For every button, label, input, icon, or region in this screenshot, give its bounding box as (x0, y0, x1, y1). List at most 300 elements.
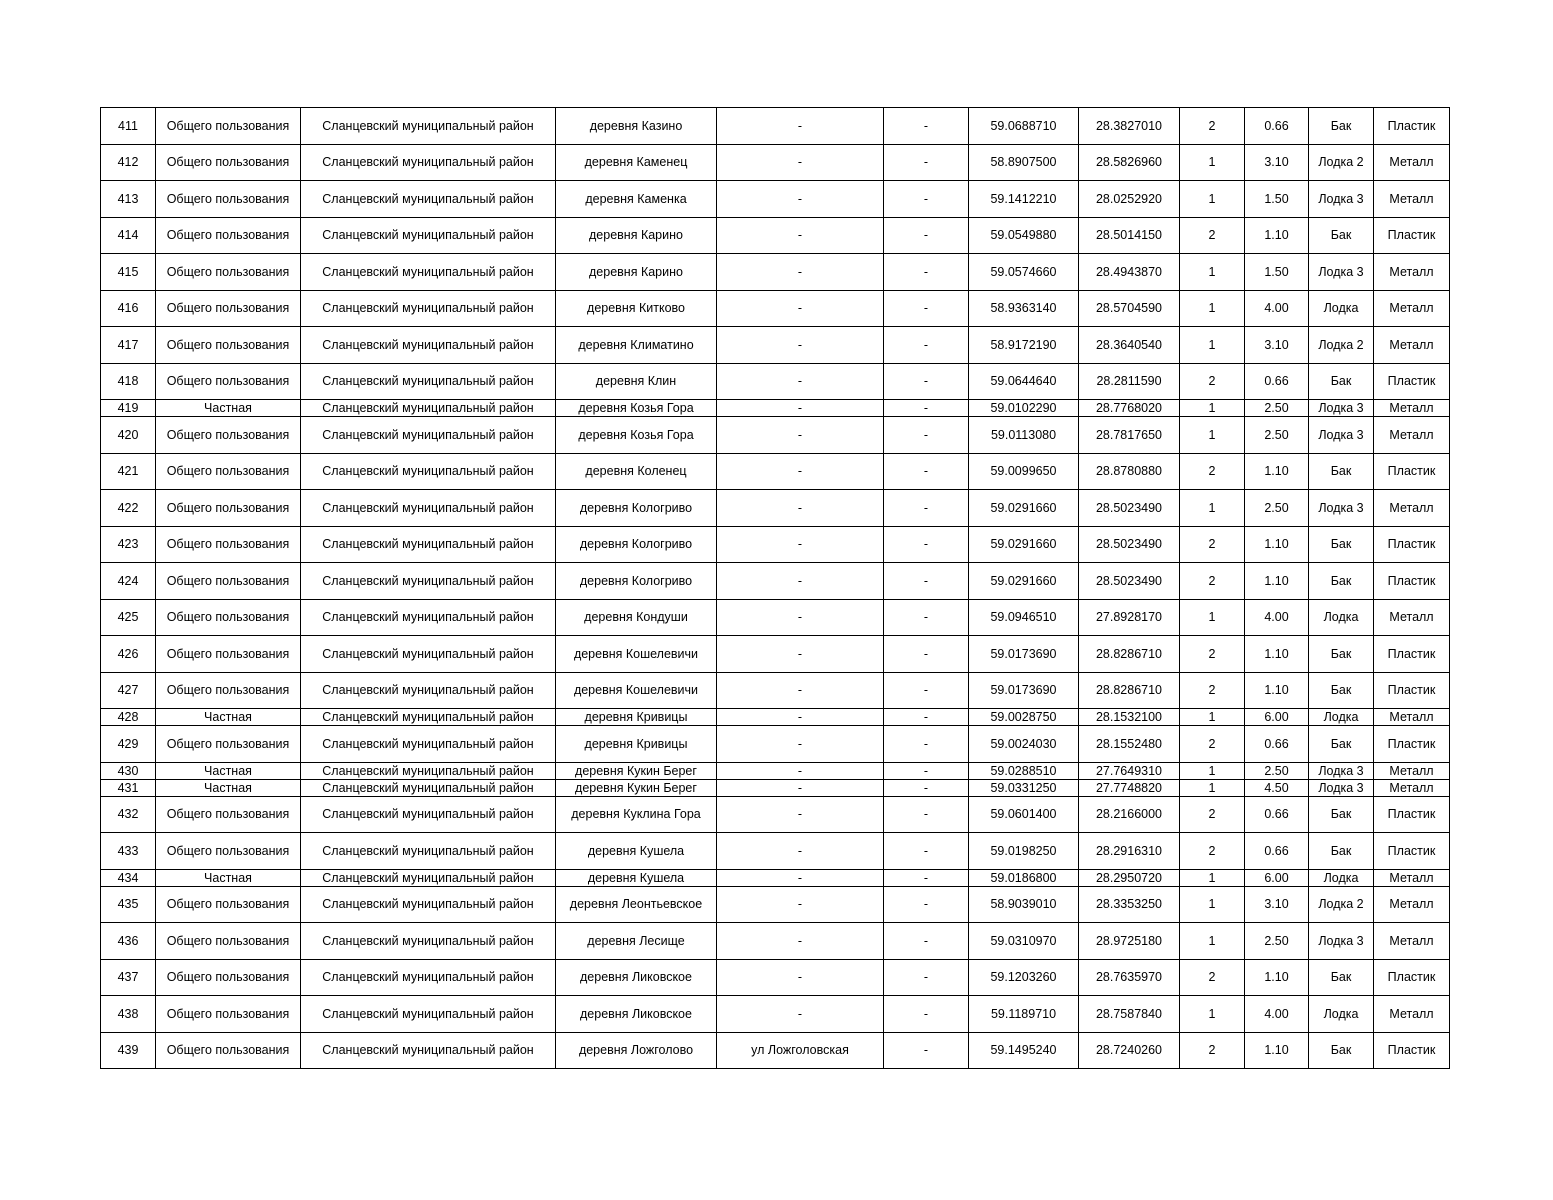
table-row (101, 709, 1450, 726)
row-number-cell: 431 (101, 779, 156, 796)
longitude-cell: 28.8286710 (1079, 636, 1180, 673)
container-type-cell: Бак (1309, 726, 1374, 763)
table-row (101, 417, 1450, 454)
container-count-cell: 2 (1180, 796, 1245, 833)
house-cell: - (884, 144, 969, 181)
longitude-cell: 27.8928170 (1079, 599, 1180, 636)
container-material-cell: Пластик (1374, 217, 1450, 254)
house-cell: - (884, 762, 969, 779)
house-cell: - (884, 217, 969, 254)
street-cell: ул Ложголовская (717, 1032, 884, 1069)
container-count-cell: 2 (1180, 108, 1245, 145)
table-row (101, 290, 1450, 327)
settlement-cell: деревня Кологриво (556, 563, 717, 600)
settlement-cell: деревня Кукин Берег (556, 762, 717, 779)
row-number-cell: 416 (101, 290, 156, 327)
house-cell: - (884, 636, 969, 673)
longitude-cell: 28.5023490 (1079, 490, 1180, 527)
latitude-cell: 59.0102290 (969, 400, 1079, 417)
container-material-cell: Металл (1374, 709, 1450, 726)
latitude-cell: 59.0601400 (969, 796, 1079, 833)
district-cell: Сланцевский муниципальный район (301, 108, 556, 145)
table-row (101, 762, 1450, 779)
container-material-cell: Пластик (1374, 363, 1450, 400)
container-volume-cell: 3.10 (1245, 144, 1309, 181)
container-material-cell: Металл (1374, 599, 1450, 636)
district-cell: Сланцевский муниципальный район (301, 1032, 556, 1069)
row-number-cell: 437 (101, 959, 156, 996)
container-count-cell: 1 (1180, 923, 1245, 960)
table-row (101, 796, 1450, 833)
table-row (101, 996, 1450, 1033)
settlement-cell: деревня Кривицы (556, 709, 717, 726)
house-cell: - (884, 327, 969, 364)
container-type-cell: Лодка (1309, 599, 1374, 636)
container-volume-cell: 2.50 (1245, 400, 1309, 417)
ownership-type-cell: Общего пользования (156, 254, 301, 291)
settlement-cell: деревня Кривицы (556, 726, 717, 763)
ownership-type-cell: Общего пользования (156, 327, 301, 364)
ownership-type-cell: Общего пользования (156, 796, 301, 833)
latitude-cell: 58.9039010 (969, 886, 1079, 923)
settlement-cell: деревня Ликовское (556, 959, 717, 996)
longitude-cell: 28.5704590 (1079, 290, 1180, 327)
latitude-cell: 59.0186800 (969, 869, 1079, 886)
settlement-cell: деревня Кологриво (556, 526, 717, 563)
container-sites-table (100, 107, 1450, 1069)
house-cell: - (884, 599, 969, 636)
longitude-cell: 28.7587840 (1079, 996, 1180, 1033)
house-cell: - (884, 563, 969, 600)
container-volume-cell: 0.66 (1245, 363, 1309, 400)
container-material-cell: Металл (1374, 400, 1450, 417)
container-type-cell: Лодка 2 (1309, 327, 1374, 364)
longitude-cell: 28.5014150 (1079, 217, 1180, 254)
table-row (101, 400, 1450, 417)
container-count-cell: 1 (1180, 144, 1245, 181)
container-volume-cell: 4.50 (1245, 779, 1309, 796)
container-material-cell: Пластик (1374, 526, 1450, 563)
district-cell: Сланцевский муниципальный район (301, 726, 556, 763)
container-count-cell: 1 (1180, 709, 1245, 726)
house-cell: - (884, 181, 969, 218)
house-cell: - (884, 490, 969, 527)
ownership-type-cell: Общего пользования (156, 923, 301, 960)
container-volume-cell: 1.10 (1245, 217, 1309, 254)
house-cell: - (884, 417, 969, 454)
house-cell: - (884, 290, 969, 327)
latitude-cell: 59.0113080 (969, 417, 1079, 454)
row-number-cell: 414 (101, 217, 156, 254)
settlement-cell: деревня Карино (556, 254, 717, 291)
district-cell: Сланцевский муниципальный район (301, 181, 556, 218)
street-cell: - (717, 726, 884, 763)
street-cell: - (717, 672, 884, 709)
street-cell: - (717, 886, 884, 923)
latitude-cell: 59.0688710 (969, 108, 1079, 145)
container-material-cell: Металл (1374, 417, 1450, 454)
house-cell: - (884, 254, 969, 291)
longitude-cell: 28.5023490 (1079, 526, 1180, 563)
container-volume-cell: 1.10 (1245, 672, 1309, 709)
longitude-cell: 28.7635970 (1079, 959, 1180, 996)
district-cell: Сланцевский муниципальный район (301, 636, 556, 673)
street-cell: - (717, 108, 884, 145)
container-volume-cell: 1.10 (1245, 1032, 1309, 1069)
house-cell: - (884, 796, 969, 833)
ownership-type-cell: Общего пользования (156, 959, 301, 996)
latitude-cell: 59.0173690 (969, 636, 1079, 673)
container-type-cell: Бак (1309, 108, 1374, 145)
street-cell: - (717, 923, 884, 960)
container-volume-cell: 1.50 (1245, 181, 1309, 218)
row-number-cell: 433 (101, 833, 156, 870)
container-material-cell: Пластик (1374, 833, 1450, 870)
table-row (101, 490, 1450, 527)
row-number-cell: 413 (101, 181, 156, 218)
latitude-cell: 59.0946510 (969, 599, 1079, 636)
settlement-cell: деревня Ликовское (556, 996, 717, 1033)
longitude-cell: 28.2166000 (1079, 796, 1180, 833)
house-cell: - (884, 886, 969, 923)
longitude-cell: 28.3827010 (1079, 108, 1180, 145)
container-volume-cell: 1.10 (1245, 959, 1309, 996)
house-cell: - (884, 996, 969, 1033)
row-number-cell: 418 (101, 363, 156, 400)
street-cell: - (717, 144, 884, 181)
longitude-cell: 28.8286710 (1079, 672, 1180, 709)
house-cell: - (884, 959, 969, 996)
container-type-cell: Лодка 3 (1309, 923, 1374, 960)
longitude-cell: 28.7768020 (1079, 400, 1180, 417)
street-cell: - (717, 563, 884, 600)
street-cell: - (717, 254, 884, 291)
settlement-cell: деревня Коленец (556, 453, 717, 490)
district-cell: Сланцевский муниципальный район (301, 453, 556, 490)
container-material-cell: Металл (1374, 327, 1450, 364)
settlement-cell: деревня Кукин Берег (556, 779, 717, 796)
ownership-type-cell: Общего пользования (156, 363, 301, 400)
row-number-cell: 438 (101, 996, 156, 1033)
ownership-type-cell: Общего пользования (156, 490, 301, 527)
ownership-type-cell: Частная (156, 869, 301, 886)
container-count-cell: 2 (1180, 363, 1245, 400)
ownership-type-cell: Общего пользования (156, 108, 301, 145)
ownership-type-cell: Общего пользования (156, 599, 301, 636)
row-number-cell: 436 (101, 923, 156, 960)
district-cell: Сланцевский муниципальный район (301, 996, 556, 1033)
row-number-cell: 421 (101, 453, 156, 490)
container-type-cell: Бак (1309, 672, 1374, 709)
container-material-cell: Металл (1374, 490, 1450, 527)
container-volume-cell: 4.00 (1245, 996, 1309, 1033)
longitude-cell: 28.7240260 (1079, 1032, 1180, 1069)
table-row (101, 959, 1450, 996)
ownership-type-cell: Частная (156, 709, 301, 726)
table-row (101, 726, 1450, 763)
container-volume-cell: 2.50 (1245, 923, 1309, 960)
longitude-cell: 28.1532100 (1079, 709, 1180, 726)
house-cell: - (884, 833, 969, 870)
settlement-cell: деревня Клин (556, 363, 717, 400)
table-row (101, 886, 1450, 923)
street-cell: - (717, 327, 884, 364)
container-type-cell: Лодка 3 (1309, 762, 1374, 779)
ownership-type-cell: Частная (156, 779, 301, 796)
container-type-cell: Лодка (1309, 996, 1374, 1033)
latitude-cell: 59.0644640 (969, 363, 1079, 400)
row-number-cell: 426 (101, 636, 156, 673)
street-cell: - (717, 996, 884, 1033)
ownership-type-cell: Общего пользования (156, 833, 301, 870)
street-cell: - (717, 490, 884, 527)
row-number-cell: 428 (101, 709, 156, 726)
latitude-cell: 59.0198250 (969, 833, 1079, 870)
container-count-cell: 2 (1180, 453, 1245, 490)
house-cell: - (884, 108, 969, 145)
latitude-cell: 59.0549880 (969, 217, 1079, 254)
row-number-cell: 429 (101, 726, 156, 763)
container-type-cell: Лодка 3 (1309, 181, 1374, 218)
container-volume-cell: 2.50 (1245, 762, 1309, 779)
ownership-type-cell: Общего пользования (156, 290, 301, 327)
table-row (101, 672, 1450, 709)
ownership-type-cell: Общего пользования (156, 526, 301, 563)
ownership-type-cell: Общего пользования (156, 1032, 301, 1069)
container-count-cell: 2 (1180, 672, 1245, 709)
latitude-cell: 58.9363140 (969, 290, 1079, 327)
container-count-cell: 1 (1180, 181, 1245, 218)
container-material-cell: Пластик (1374, 726, 1450, 763)
settlement-cell: деревня Ложголово (556, 1032, 717, 1069)
container-volume-cell: 1.10 (1245, 526, 1309, 563)
house-cell: - (884, 453, 969, 490)
district-cell: Сланцевский муниципальный район (301, 869, 556, 886)
table-row (101, 563, 1450, 600)
latitude-cell: 59.0291660 (969, 526, 1079, 563)
street-cell: - (717, 453, 884, 490)
container-type-cell: Лодка 2 (1309, 144, 1374, 181)
table-body (101, 108, 1450, 1069)
container-count-cell: 1 (1180, 886, 1245, 923)
house-cell: - (884, 726, 969, 763)
container-count-cell: 2 (1180, 526, 1245, 563)
row-number-cell: 430 (101, 762, 156, 779)
row-number-cell: 417 (101, 327, 156, 364)
table-row (101, 636, 1450, 673)
table-row (101, 1032, 1450, 1069)
district-cell: Сланцевский муниципальный район (301, 217, 556, 254)
house-cell: - (884, 672, 969, 709)
container-count-cell: 1 (1180, 417, 1245, 454)
settlement-cell: деревня Козья Гора (556, 417, 717, 454)
longitude-cell: 28.3353250 (1079, 886, 1180, 923)
house-cell: - (884, 363, 969, 400)
container-volume-cell: 3.10 (1245, 886, 1309, 923)
container-material-cell: Металл (1374, 779, 1450, 796)
table-row (101, 108, 1450, 145)
house-cell: - (884, 1032, 969, 1069)
latitude-cell: 59.0288510 (969, 762, 1079, 779)
district-cell: Сланцевский муниципальный район (301, 599, 556, 636)
row-number-cell: 412 (101, 144, 156, 181)
table-row (101, 833, 1450, 870)
row-number-cell: 423 (101, 526, 156, 563)
district-cell: Сланцевский муниципальный район (301, 923, 556, 960)
street-cell: - (717, 959, 884, 996)
container-material-cell: Металл (1374, 254, 1450, 291)
row-number-cell: 415 (101, 254, 156, 291)
container-volume-cell: 1.10 (1245, 453, 1309, 490)
container-material-cell: Пластик (1374, 959, 1450, 996)
container-material-cell: Металл (1374, 923, 1450, 960)
row-number-cell: 435 (101, 886, 156, 923)
container-count-cell: 1 (1180, 290, 1245, 327)
container-type-cell: Бак (1309, 959, 1374, 996)
district-cell: Сланцевский муниципальный район (301, 526, 556, 563)
container-type-cell: Лодка 3 (1309, 254, 1374, 291)
district-cell: Сланцевский муниципальный район (301, 779, 556, 796)
settlement-cell: деревня Климатино (556, 327, 717, 364)
district-cell: Сланцевский муниципальный район (301, 144, 556, 181)
settlement-cell: деревня Куклина Гора (556, 796, 717, 833)
street-cell: - (717, 363, 884, 400)
street-cell: - (717, 762, 884, 779)
table-row (101, 181, 1450, 218)
ownership-type-cell: Общего пользования (156, 886, 301, 923)
district-cell: Сланцевский муниципальный район (301, 796, 556, 833)
ownership-type-cell: Общего пользования (156, 181, 301, 218)
container-type-cell: Бак (1309, 1032, 1374, 1069)
longitude-cell: 28.7817650 (1079, 417, 1180, 454)
latitude-cell: 59.0173690 (969, 672, 1079, 709)
latitude-cell: 59.1412210 (969, 181, 1079, 218)
container-volume-cell: 0.66 (1245, 726, 1309, 763)
container-type-cell: Лодка (1309, 869, 1374, 886)
row-number-cell: 432 (101, 796, 156, 833)
container-material-cell: Металл (1374, 996, 1450, 1033)
table-row (101, 254, 1450, 291)
container-type-cell: Лодка 3 (1309, 417, 1374, 454)
latitude-cell: 59.0310970 (969, 923, 1079, 960)
latitude-cell: 58.9172190 (969, 327, 1079, 364)
house-cell: - (884, 526, 969, 563)
container-type-cell: Лодка 3 (1309, 490, 1374, 527)
table-row (101, 526, 1450, 563)
container-type-cell: Бак (1309, 453, 1374, 490)
settlement-cell: деревня Каменец (556, 144, 717, 181)
container-volume-cell: 0.66 (1245, 833, 1309, 870)
street-cell: - (717, 181, 884, 218)
settlement-cell: деревня Кошелевичи (556, 672, 717, 709)
settlement-cell: деревня Кондуши (556, 599, 717, 636)
container-material-cell: Металл (1374, 886, 1450, 923)
container-material-cell: Пластик (1374, 563, 1450, 600)
district-cell: Сланцевский муниципальный район (301, 290, 556, 327)
container-count-cell: 2 (1180, 726, 1245, 763)
container-count-cell: 2 (1180, 217, 1245, 254)
container-material-cell: Металл (1374, 181, 1450, 218)
ownership-type-cell: Общего пользования (156, 144, 301, 181)
container-volume-cell: 0.66 (1245, 796, 1309, 833)
ownership-type-cell: Общего пользования (156, 636, 301, 673)
container-type-cell: Бак (1309, 636, 1374, 673)
latitude-cell: 59.0028750 (969, 709, 1079, 726)
container-type-cell: Бак (1309, 563, 1374, 600)
longitude-cell: 28.0252920 (1079, 181, 1180, 218)
container-type-cell: Лодка 3 (1309, 779, 1374, 796)
container-volume-cell: 1.10 (1245, 563, 1309, 600)
district-cell: Сланцевский муниципальный район (301, 959, 556, 996)
latitude-cell: 59.1189710 (969, 996, 1079, 1033)
latitude-cell: 59.0331250 (969, 779, 1079, 796)
district-cell: Сланцевский муниципальный район (301, 709, 556, 726)
settlement-cell: деревня Лесище (556, 923, 717, 960)
container-count-cell: 2 (1180, 1032, 1245, 1069)
container-material-cell: Пластик (1374, 108, 1450, 145)
longitude-cell: 27.7649310 (1079, 762, 1180, 779)
container-type-cell: Бак (1309, 217, 1374, 254)
container-count-cell: 1 (1180, 762, 1245, 779)
street-cell: - (717, 217, 884, 254)
district-cell: Сланцевский муниципальный район (301, 886, 556, 923)
longitude-cell: 28.5023490 (1079, 563, 1180, 600)
table-row (101, 144, 1450, 181)
street-cell: - (717, 636, 884, 673)
ownership-type-cell: Общего пользования (156, 726, 301, 763)
district-cell: Сланцевский муниципальный район (301, 833, 556, 870)
ownership-type-cell: Частная (156, 400, 301, 417)
container-volume-cell: 1.10 (1245, 636, 1309, 673)
container-volume-cell: 6.00 (1245, 869, 1309, 886)
latitude-cell: 59.0574660 (969, 254, 1079, 291)
container-material-cell: Пластик (1374, 672, 1450, 709)
container-material-cell: Металл (1374, 144, 1450, 181)
table-row (101, 599, 1450, 636)
settlement-cell: деревня Кологриво (556, 490, 717, 527)
settlement-cell: деревня Кушела (556, 833, 717, 870)
longitude-cell: 28.1552480 (1079, 726, 1180, 763)
table-row (101, 363, 1450, 400)
house-cell: - (884, 923, 969, 960)
container-material-cell: Пластик (1374, 796, 1450, 833)
settlement-cell: деревня Казино (556, 108, 717, 145)
ownership-type-cell: Общего пользования (156, 563, 301, 600)
row-number-cell: 422 (101, 490, 156, 527)
table-row (101, 327, 1450, 364)
longitude-cell: 28.2950720 (1079, 869, 1180, 886)
street-cell: - (717, 400, 884, 417)
container-material-cell: Металл (1374, 762, 1450, 779)
container-volume-cell: 4.00 (1245, 290, 1309, 327)
district-cell: Сланцевский муниципальный район (301, 400, 556, 417)
container-volume-cell: 1.50 (1245, 254, 1309, 291)
district-cell: Сланцевский муниципальный район (301, 417, 556, 454)
container-material-cell: Металл (1374, 869, 1450, 886)
container-count-cell: 2 (1180, 833, 1245, 870)
container-count-cell: 1 (1180, 599, 1245, 636)
row-number-cell: 411 (101, 108, 156, 145)
container-type-cell: Лодка (1309, 290, 1374, 327)
container-count-cell: 1 (1180, 400, 1245, 417)
latitude-cell: 59.1203260 (969, 959, 1079, 996)
container-volume-cell: 3.10 (1245, 327, 1309, 364)
district-cell: Сланцевский муниципальный район (301, 327, 556, 364)
container-count-cell: 1 (1180, 869, 1245, 886)
settlement-cell: деревня Китково (556, 290, 717, 327)
container-type-cell: Бак (1309, 363, 1374, 400)
settlement-cell: деревня Каменка (556, 181, 717, 218)
